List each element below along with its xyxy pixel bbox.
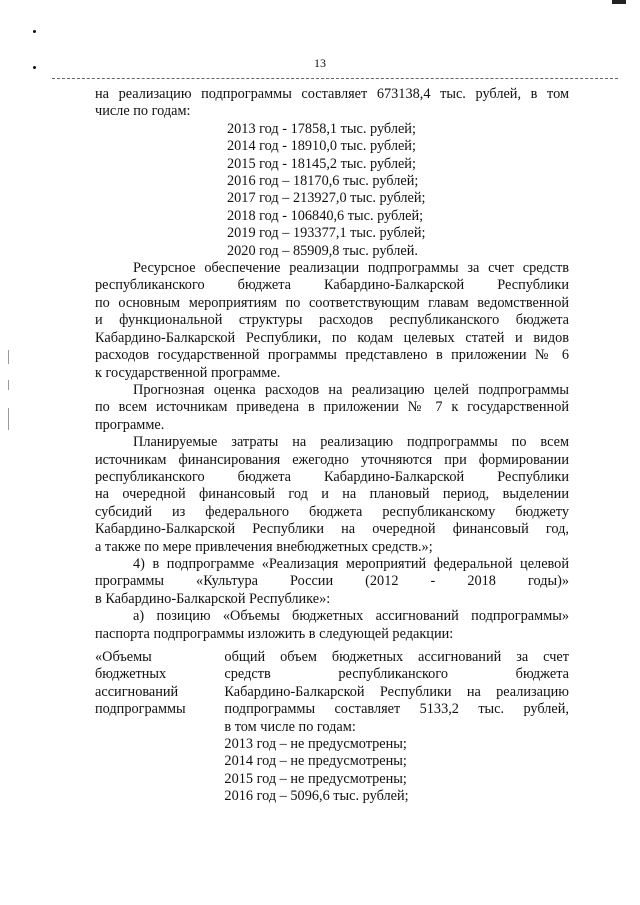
text-line: числе по годам: bbox=[95, 103, 191, 120]
text-line: Прогнозная оценка расходов на реализацию целей подпрограммы bbox=[133, 381, 569, 398]
text-line: к государственной программе. bbox=[95, 364, 281, 381]
table-label-line: «Объемы bbox=[95, 649, 152, 665]
text-line: и функциональной структуры расходов республиканского бюджета bbox=[95, 312, 569, 329]
text-line: на очередной финансовый год и на плановый период, выделении bbox=[95, 486, 569, 503]
text-line: республиканского бюджета Кабардино-Балкарской Республики bbox=[95, 277, 569, 294]
year-line: 2020 год – 85909,8 тыс. рублей. bbox=[227, 242, 418, 259]
text-line: расходов государственной программы представлено в приложении № 6 bbox=[95, 347, 569, 364]
margin-dot bbox=[33, 30, 36, 33]
year-line: 2019 год – 193377,1 тыс. рублей; bbox=[227, 225, 426, 242]
text-line: паспорта подпрограммы изложить в следующей редакции: bbox=[95, 625, 454, 642]
text-line: Кабардино-Балкарской Республики на очередной финансовый год, bbox=[95, 521, 569, 538]
margin-tick bbox=[8, 408, 9, 430]
table-value-line: средств республиканского бюджета bbox=[224, 666, 569, 683]
year-line: 2014 год - 18910,0 тыс. рублей; bbox=[227, 138, 416, 155]
header-rule bbox=[52, 78, 618, 79]
page-number: 13 bbox=[314, 56, 326, 70]
table-label-line: ассигнований bbox=[95, 683, 179, 700]
table-label-line: подпрограммы bbox=[95, 701, 186, 718]
text-line: программе. bbox=[95, 416, 165, 433]
text-line: республиканского бюджета Кабардино-Балкарской Республики bbox=[95, 468, 569, 485]
margin-tick bbox=[8, 350, 9, 364]
text-line: Планируемые затраты на реализацию подпрограммы по всем bbox=[133, 434, 569, 451]
table-value-line: общий объем бюджетных ассигнований за счет bbox=[224, 649, 569, 665]
table-value-line: Кабардино-Балкарской Республики на реализацию bbox=[224, 683, 569, 700]
text-line: по основным мероприятиям по соответствующим главам ведомственной bbox=[95, 294, 569, 311]
document-body bbox=[95, 86, 569, 806]
scan-mark bbox=[612, 0, 626, 4]
passport-table bbox=[95, 649, 569, 806]
year-line: 2018 год - 106840,6 тыс. рублей; bbox=[227, 207, 424, 224]
year-line: 2017 год – 213927,0 тыс. рублей; bbox=[227, 190, 426, 207]
years-list bbox=[227, 121, 569, 260]
table-value-column bbox=[224, 649, 569, 806]
paragraph-item-4 bbox=[95, 556, 569, 608]
table-value-line: 2016 год – 5096,6 тыс. рублей; bbox=[224, 788, 409, 805]
year-line: 2013 год - 17858,1 тыс. рублей; bbox=[227, 120, 416, 137]
text-line: субсидий из федерального бюджета республиканскому бюджету bbox=[95, 503, 569, 520]
text-line: 4) в подпрограмме «Реализация мероприятий федеральной целевой bbox=[133, 555, 569, 572]
table-value-line: 2013 год – не предусмотрены; bbox=[224, 736, 407, 753]
year-line: 2015 год - 18145,2 тыс. рублей; bbox=[227, 155, 416, 172]
text-line: источникам финансирования ежегодно уточняются при формировании bbox=[95, 451, 569, 468]
paragraph-resource bbox=[95, 260, 569, 382]
text-line: Ресурсное обеспечение реализации подпрограммы за счет средств bbox=[133, 260, 569, 277]
text-line: на реализацию подпрограммы составляет 673138,4 тыс. рублей, в том bbox=[95, 86, 569, 102]
table-label-column bbox=[95, 649, 214, 806]
paragraph-planned bbox=[95, 434, 569, 556]
text-line: по всем источникам приведена в приложении № 7 к государственной bbox=[95, 399, 569, 416]
text-line: программы «Культура России (2012 - 2018 годы)» bbox=[95, 573, 569, 590]
table-label-line: бюджетных bbox=[95, 666, 167, 683]
table-value-line: 2015 год – не предусмотрены; bbox=[224, 770, 407, 787]
text-line: в Кабардино-Балкарской Республике»: bbox=[95, 590, 331, 607]
table-value-line: 2014 год – не предусмотрены; bbox=[224, 753, 407, 770]
text-line: а) позицию «Объемы бюджетных ассигнований подпрограммы» bbox=[133, 608, 569, 625]
year-line: 2016 год – 18170,6 тыс. рублей; bbox=[227, 173, 419, 190]
text-line: Кабардино-Балкарской Республики, по кодам целевых статей и видов bbox=[95, 329, 569, 346]
table-value-line: подпрограммы составляет 5133,2 тыс. рублей, bbox=[224, 701, 569, 718]
paragraph-forecast bbox=[95, 382, 569, 434]
paragraph-item-a bbox=[95, 608, 569, 643]
text-line: а также по мере привлечения внебюджетных средств.»; bbox=[95, 538, 433, 555]
margin-tick bbox=[8, 380, 9, 390]
table-value-line: в том числе по годам: bbox=[224, 718, 356, 735]
